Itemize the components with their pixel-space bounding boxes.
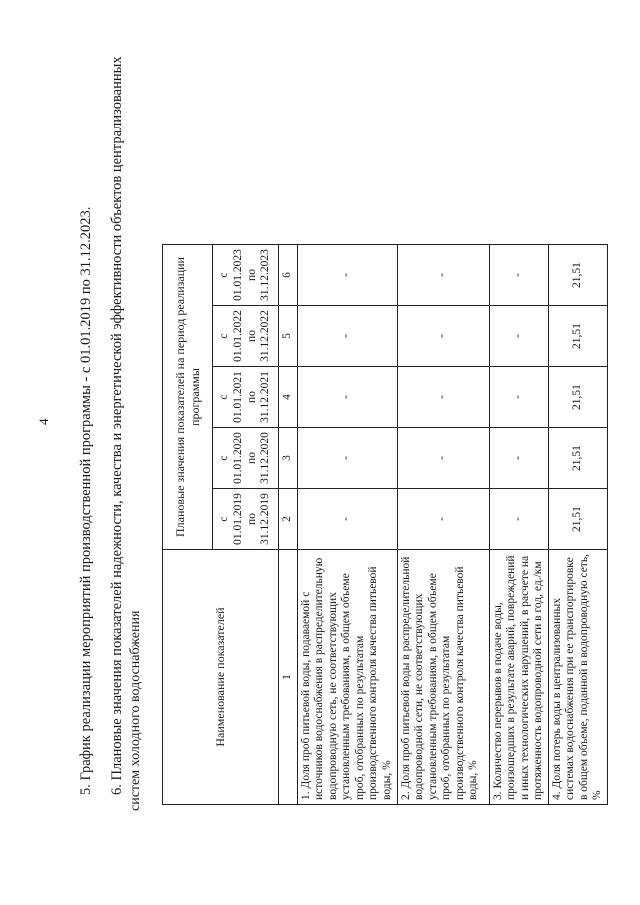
indicator-value: 21,51 (548, 367, 607, 428)
header-plan-values: Плановые значения показателей на период реализации программы (163, 245, 213, 550)
indicator-name: 3. Количество перерывов в подаче воды, произошедших в результате аварий, повреждений и иных технологических нарушений, в расчете на протяженность водопроводной сети в год, ед./км (489, 550, 548, 805)
column-number: 1 (279, 550, 298, 805)
column-number: 6 (279, 245, 298, 306)
header-period: с 01.01.2019 по 31.12.2019 (213, 489, 279, 550)
indicator-value: 21,51 (548, 428, 607, 489)
header-period: с 01.01.2023 по 31.12.2023 (213, 245, 279, 306)
column-number: 3 (279, 428, 298, 489)
indicator-value: - (489, 489, 548, 550)
table-row (397, 245, 489, 805)
indicator-value: - (489, 245, 548, 306)
header-period: с 01.01.2022 по 31.12.2022 (213, 306, 279, 367)
column-number: 5 (279, 306, 298, 367)
indicator-value: - (297, 428, 397, 489)
column-number: 4 (279, 367, 298, 428)
indicator-value: - (297, 367, 397, 428)
table-row (548, 245, 607, 805)
indicator-value: - (397, 367, 489, 428)
header-period: с 01.01.2020 по 31.12.2020 (213, 428, 279, 489)
indicator-value: - (297, 306, 397, 367)
header-indicator-name: Наименование показателей (163, 550, 279, 805)
indicator-value: - (297, 245, 397, 306)
indicator-name: 1. Доля проб питьевой воды, подаваемой с источников водоснабжения в распределительную водопроводную сеть, не соответствующих установленным требованиям, в общем объеме проб, отобранных по результатам производственного контроля качества питьевой воды, % (297, 550, 397, 805)
indicators-table (162, 244, 608, 805)
indicator-value: - (397, 306, 489, 367)
indicator-value: - (489, 367, 548, 428)
indicator-value: 21,51 (548, 489, 607, 550)
indicator-value: 21,51 (548, 245, 607, 306)
item-6-text-line2: систем холодного водоснабжения (128, 610, 143, 811)
indicator-value: - (489, 428, 548, 489)
item-6-text-line1: 6. Плановые значения показателей надежности, качества и энергетической эффективности объектов централизованных (109, 56, 125, 795)
indicator-value: 21,51 (548, 306, 607, 367)
indicator-value: - (397, 428, 489, 489)
indicator-value: - (297, 489, 397, 550)
indicator-value: - (397, 245, 489, 306)
column-number: 2 (279, 489, 298, 550)
indicator-value: - (397, 489, 489, 550)
indicator-name: 2. Доля проб питьевой воды в распределительной водопроводной сети, не соответствующих установленным требованиям, в общем объеме проб, отобранных по результатам производственного контроля качества питьевой воды, % (397, 550, 489, 805)
table-row (489, 245, 548, 805)
header-period: с 01.01.2021 по 31.12.2021 (213, 367, 279, 428)
page-number: 4 (36, 418, 51, 425)
indicator-name: 4. Доля потерь воды в централизованных системах водоснабжения при ее транспортировке в общем объеме, поданной в водопроводную сеть, % (548, 550, 607, 805)
table-row (297, 245, 397, 805)
item-5-text: 5. График реализации мероприятий производственной программы - с 01.01.2019 по 31.12.2023. (78, 206, 94, 795)
indicator-value: - (489, 306, 548, 367)
